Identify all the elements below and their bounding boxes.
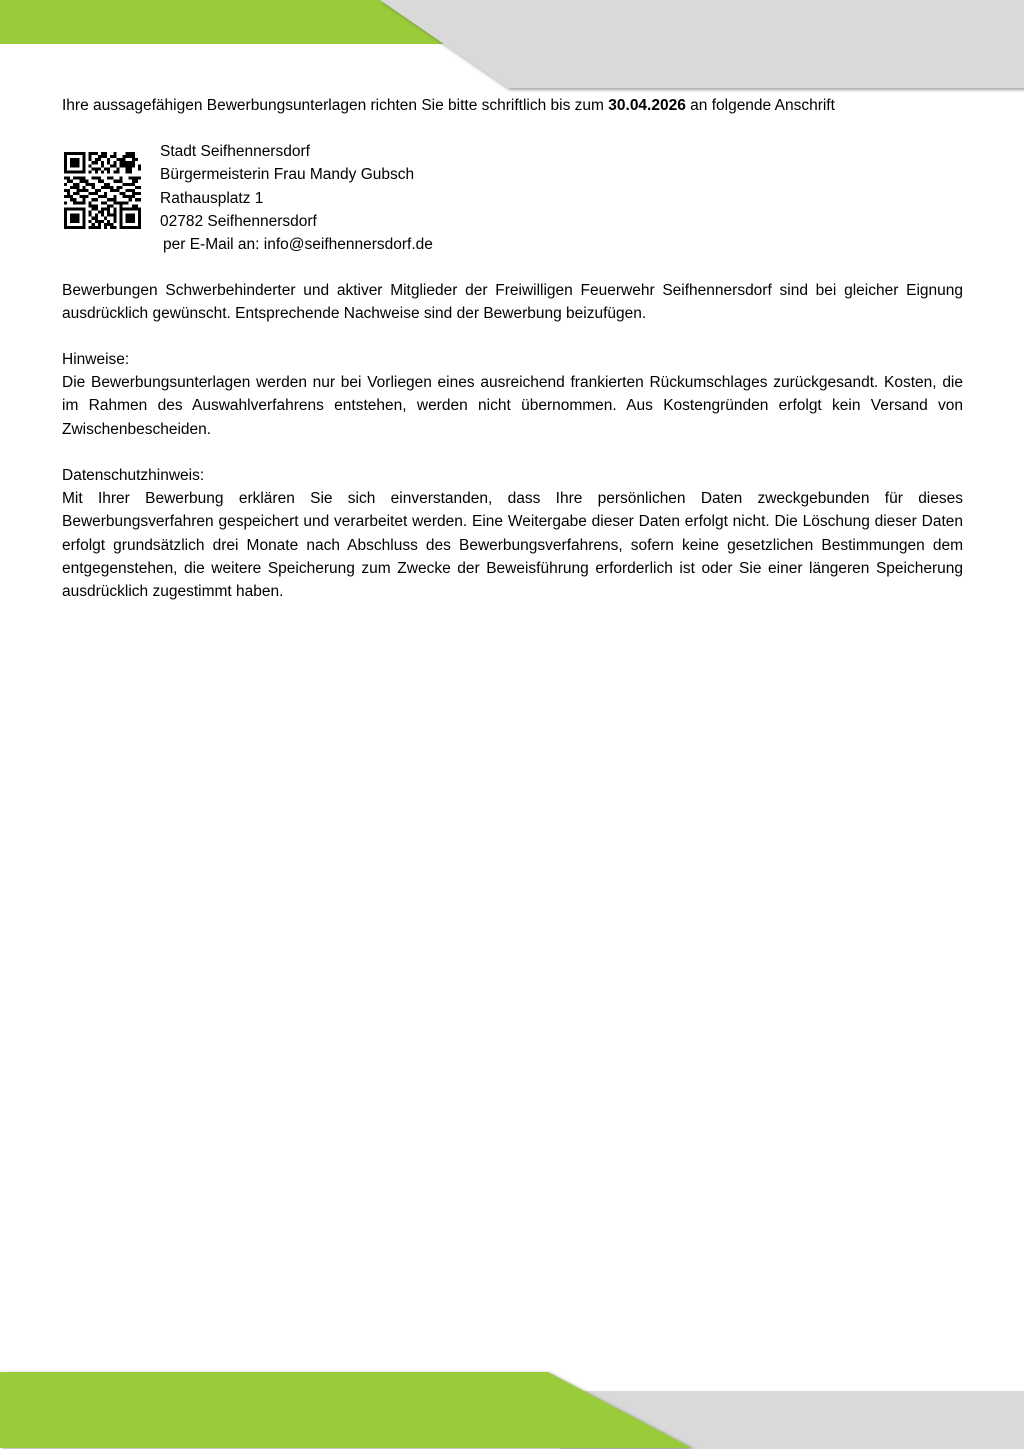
footer-green-shape	[0, 1372, 692, 1448]
applicants-note-text: Bewerbungen Schwerbehinderter und aktiver Mitglieder der Freiwilligen Feuerwehr Seifhennersdorf sind bei gleicher Eignung ausdrücklich gewünscht. Entsprechende Nachweise sind der Bewerbung beizufügen.	[62, 282, 963, 323]
footer-decoration	[0, 1360, 1024, 1449]
hints-section	[62, 348, 963, 441]
deadline-date: 30.04.2026	[608, 97, 686, 114]
hints-heading: Hinweise:	[62, 351, 130, 368]
privacy-text: Mit Ihrer Bewerbung erklären Sie sich einverstanden, dass Ihre persönlichen Daten zweckgebunden für dieses Bewerbungsverfahren gespeichert und verarbeitet werden. Eine Weitergabe dieser Daten erfolgt nicht. Die Löschung dieser Daten erfolgt grundsätzlich drei Monate nach Abschluss des Bewerbungsverfahrens, sofern keine gesetzlichen Bestimmungen dem entgegenstehen, die weitere Speicherung zum Zwecke der Beweisführung erforderlich ist oder Sie einer längeren Speicherung ausdrücklich zugestimmt haben.	[62, 490, 963, 601]
intro-line	[62, 94, 982, 117]
email-line: per E-Mail an: info@seifhennersdorf.de	[163, 236, 433, 254]
intro-text-after: an folgende Anschrift	[685, 97, 835, 114]
applicants-note	[62, 279, 963, 325]
header-gray-shape	[380, 0, 1024, 88]
address-line-recipient: Bürgermeisterin Frau Mandy Gubsch	[160, 166, 415, 184]
hints-text: Die Bewerbungsunterlagen werden nur bei Vorliegen eines ausreichend frankierten Rückumschlages zurückgesandt. Kosten, die im Rahmen des Auswahlverfahrens entstehen, werden nicht übernommen. Aus Kostengründen erfolgt kein Versand von Zwischenbescheiden.	[62, 374, 963, 438]
header-decoration	[0, 0, 1024, 100]
intro-text-before: Ihre aussagefähigen Bewerbungsunterlagen richten Sie bitte schriftlich bis zum	[62, 97, 609, 114]
address-line-street: Rathausplatz 1	[160, 189, 264, 207]
privacy-heading: Datenschutzhinweis:	[62, 467, 205, 484]
qr-code-icon	[64, 152, 141, 229]
address-block	[160, 140, 433, 256]
address-line-city-office: Stadt Seifhennersdorf	[160, 143, 310, 160]
privacy-section	[62, 464, 963, 603]
address-line-postal: 02782 Seifhennersdorf	[160, 212, 317, 230]
